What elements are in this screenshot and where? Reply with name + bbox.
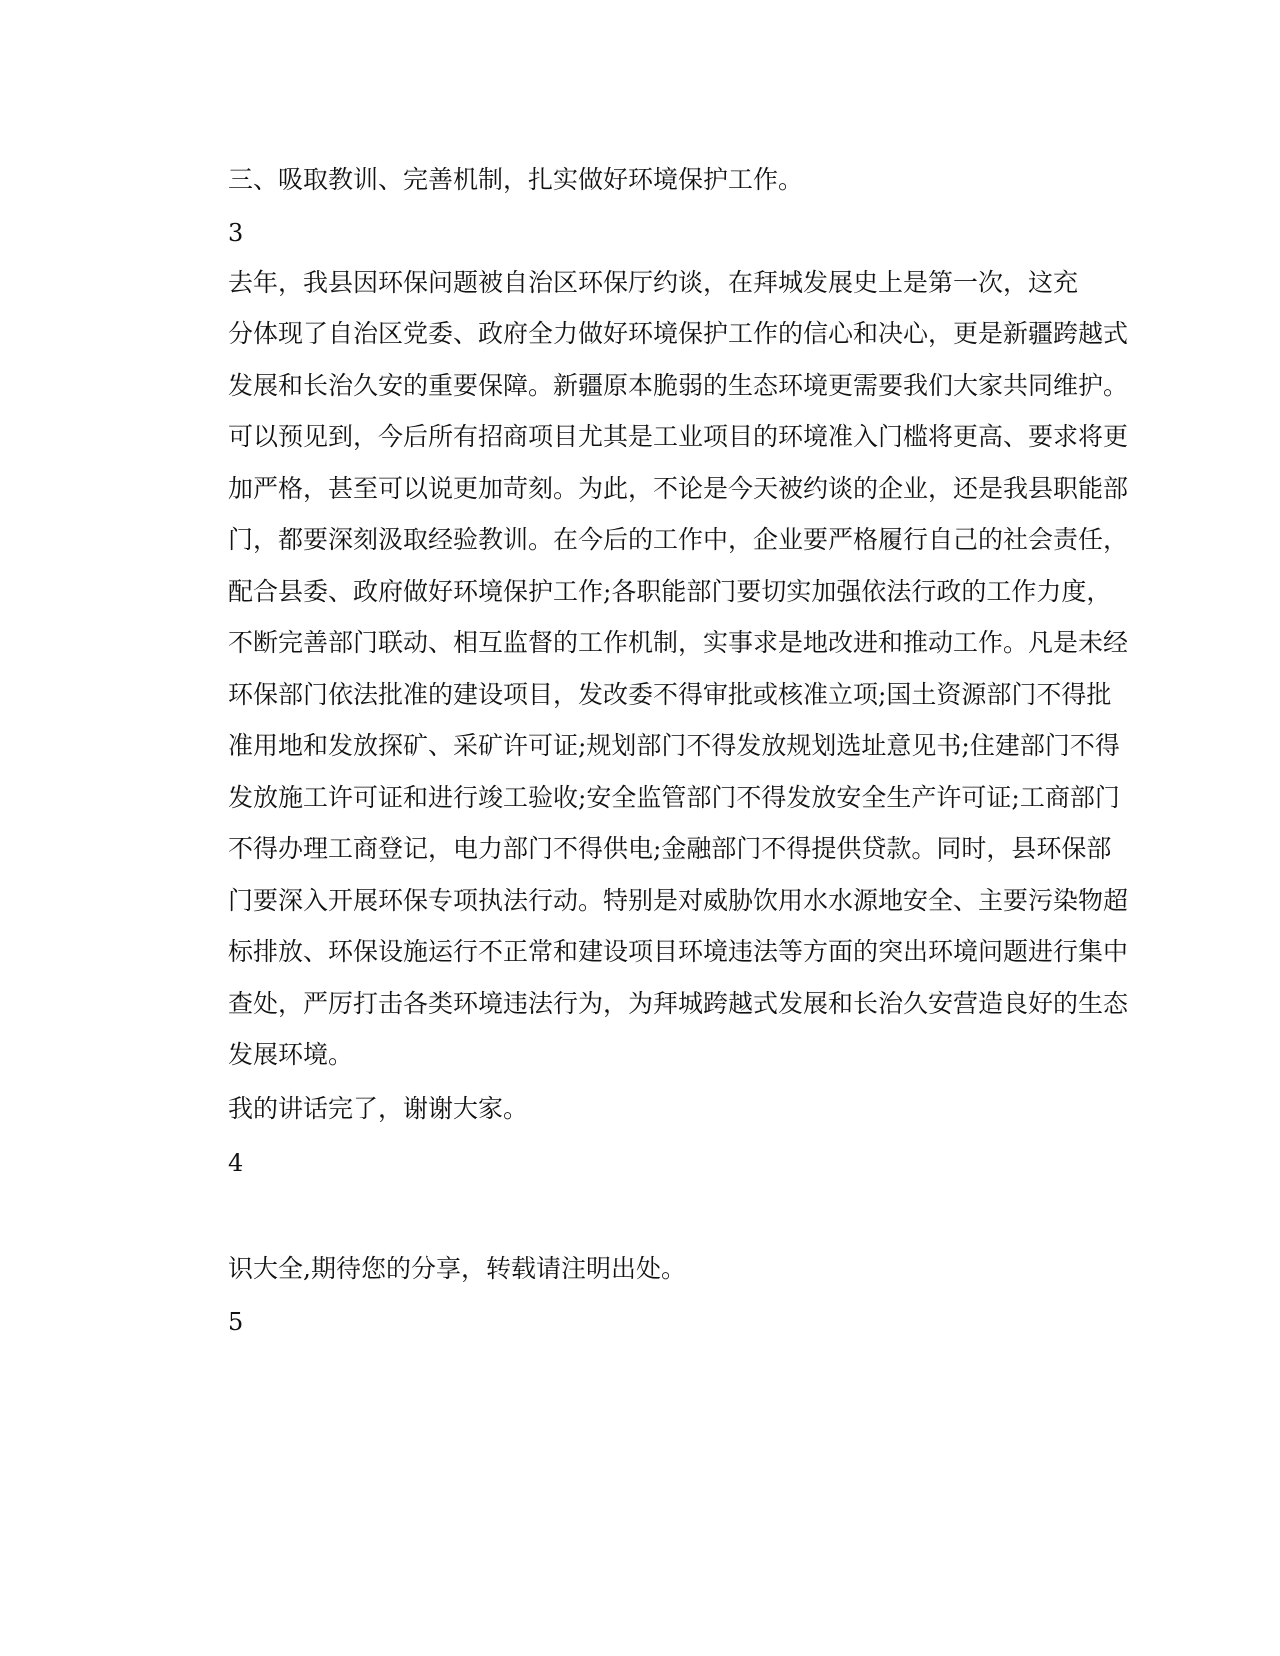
- paragraph-line: 发展环境。: [228, 1040, 354, 1069]
- paragraph-line: 门，都要深刻汲取经验教训。在今后的工作中，企业要严格履行自己的社会责任，: [228, 525, 1129, 554]
- paragraph-line: 加严格，甚至可以说更加苛刻。为此，不论是今天被约谈的企业，还是我县职能部: [228, 474, 1129, 503]
- paragraph-line: 不得办理工商登记，电力部门不得供电;金融部门不得提供贷款。同时，县环保部: [228, 834, 1112, 863]
- paragraph-line: 可以预见到，今后所有招商项目尤其是工业项目的环境准入门槛将更高、要求将更: [228, 422, 1129, 451]
- paragraph-line: 去年，我县因环保问题被自治区环保厅约谈，在拜城发展史上是第一次，这充: [228, 268, 1079, 297]
- paragraph-line: 配合县委、政府做好环境保护工作;各职能部门要切实加强依法行政的工作力度，: [228, 577, 1112, 606]
- closing-remark: 我的讲话完了，谢谢大家。: [228, 1094, 529, 1123]
- paragraph-line: 准用地和发放探矿、采矿许可证;规划部门不得发放规划选址意见书;住建部门不得: [228, 731, 1120, 760]
- paragraph-line: 查处，严厉打击各类环境违法行为，为拜城跨越式发展和长治久安营造良好的生态: [228, 989, 1129, 1018]
- paragraph-line: 分体现了自治区党委、政府全力做好环境保护工作的信心和决心，更是新疆跨越式: [228, 319, 1129, 348]
- paragraph-line: 环保部门依法批准的建设项目，发改委不得审批或核准立项;国土资源部门不得批: [228, 680, 1112, 709]
- paragraph-line: 不断完善部门联动、相互监督的工作机制，实事求是地改进和推动工作。凡是未经: [228, 628, 1129, 657]
- paragraph-line: 发展和长治久安的重要保障。新疆原本脆弱的生态环境更需要我们大家共同维护。: [228, 371, 1129, 400]
- paragraph-line: 标排放、环保设施运行不正常和建设项目环境违法等方面的突出环境问题进行集中: [228, 937, 1129, 966]
- page-number: 5: [228, 1308, 244, 1336]
- section-heading: 三、吸取教训、完善机制，扎实做好环境保护工作。: [228, 165, 804, 194]
- paragraph-line: 发放施工许可证和进行竣工验收;安全监管部门不得发放安全生产许可证;工商部门: [228, 783, 1120, 812]
- page-number: 4: [228, 1149, 244, 1177]
- footer-note: 识大全,期待您的分享，转载请注明出处。: [228, 1254, 686, 1283]
- paragraph-line: 门要深入开展环保专项执法行动。特别是对威胁饮用水水源地安全、主要污染物超: [228, 886, 1129, 915]
- page-number: 3: [228, 219, 244, 247]
